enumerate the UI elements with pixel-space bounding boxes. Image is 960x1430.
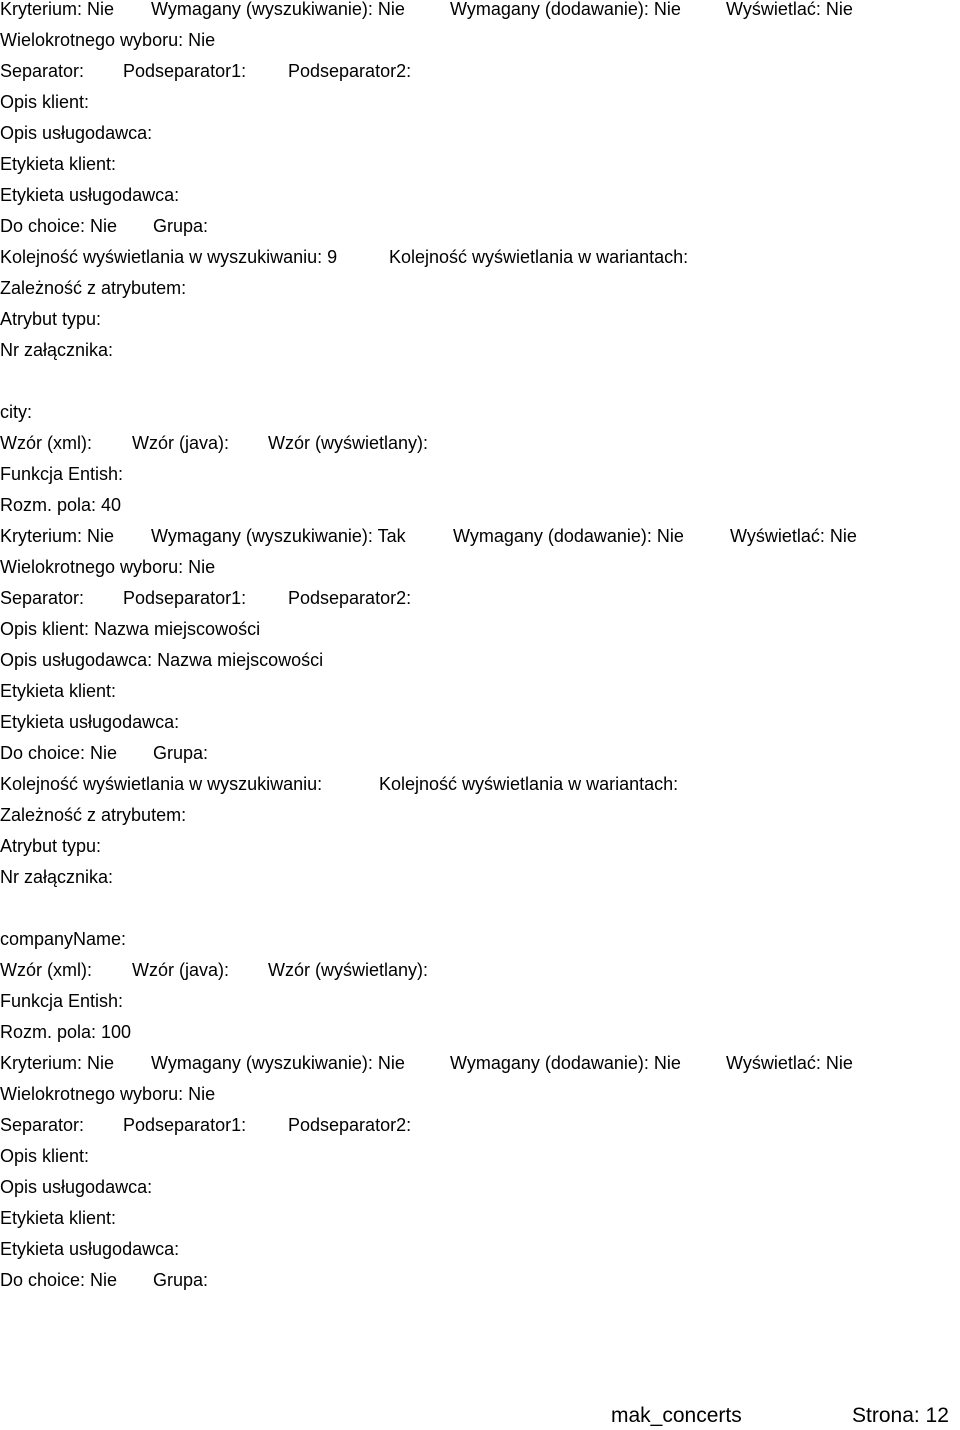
field-text: Podseparator1: <box>123 61 247 81</box>
field-text: Kolejność wyświetlania w wyszukiwaniu: 9 <box>0 247 338 267</box>
footer-project-name: mak_concerts <box>611 1404 742 1427</box>
field-text: Etykieta usługodawca: <box>0 185 180 205</box>
field-text: Podseparator1: <box>123 1115 247 1135</box>
field-text: Wzór (xml): <box>0 960 92 980</box>
field-text: Kolejność wyświetlania w wariantach: <box>379 774 679 794</box>
field-text: Atrybut typu: <box>0 309 102 329</box>
field-text: Separator: <box>0 61 85 81</box>
field-text: Kryterium: Nie <box>0 0 115 19</box>
field-text: Wielokrotnego wyboru: Nie <box>0 30 216 50</box>
field-text: Opis klient: <box>0 1146 90 1166</box>
field-text: Wzór (wyświetlany): <box>268 960 429 980</box>
section-title: city: <box>0 402 33 422</box>
field-text: Zależność z atrybutem: <box>0 278 187 298</box>
field-text: Wymagany (dodawanie): Nie <box>450 0 681 19</box>
field-text: Wymagany (wyszukiwanie): Nie <box>151 0 405 19</box>
field-text: Opis usługodawca: <box>0 1177 153 1197</box>
field-text: Wzór (java): <box>132 960 230 980</box>
field-text: Zależność z atrybutem: <box>0 805 187 825</box>
field-text: Nr załącznika: <box>0 867 114 887</box>
field-text: Wymagany (wyszukiwanie): Nie <box>151 1053 405 1073</box>
field-text: Opis usługodawca: <box>0 123 153 143</box>
field-text: Kryterium: Nie <box>0 526 115 546</box>
field-text: Separator: <box>0 588 85 608</box>
field-text: Opis klient: Nazwa miejscowości <box>0 619 261 639</box>
field-text: Podseparator2: <box>288 1115 412 1135</box>
field-text: Atrybut typu: <box>0 836 102 856</box>
field-text: Rozm. pola: 100 <box>0 1022 132 1042</box>
field-text: Do choice: Nie <box>0 216 118 236</box>
field-text: Wielokrotnego wyboru: Nie <box>0 557 216 577</box>
field-text: Rozm. pola: 40 <box>0 495 122 515</box>
field-text: Wyświetlać: Nie <box>726 0 853 19</box>
field-text: Opis usługodawca: Nazwa miejscowości <box>0 650 324 670</box>
field-text: Opis klient: <box>0 92 90 112</box>
field-text: Funkcja Entish: <box>0 991 124 1011</box>
section-title: companyName: <box>0 929 127 949</box>
field-text: Etykieta usługodawca: <box>0 1239 180 1259</box>
field-text: Podseparator2: <box>288 588 412 608</box>
field-text: Podseparator2: <box>288 61 412 81</box>
footer-page-number: Strona: 12 <box>852 1404 949 1427</box>
field-text: Wymagany (dodawanie): Nie <box>453 526 684 546</box>
field-text: Do choice: Nie <box>0 1270 118 1290</box>
field-text: Etykieta klient: <box>0 154 117 174</box>
field-text: Wzór (xml): <box>0 433 92 453</box>
field-text: Podseparator1: <box>123 588 247 608</box>
field-text: Kryterium: Nie <box>0 1053 115 1073</box>
field-text: Etykieta klient: <box>0 681 117 701</box>
field-text: Wymagany (wyszukiwanie): Tak <box>151 526 406 546</box>
field-text: Grupa: <box>153 216 209 236</box>
field-text: Grupa: <box>153 743 209 763</box>
field-text: Etykieta usługodawca: <box>0 712 180 732</box>
field-text: Wielokrotnego wyboru: Nie <box>0 1084 216 1104</box>
field-text: Nr załącznika: <box>0 340 114 360</box>
field-text: Do choice: Nie <box>0 743 118 763</box>
field-text: Wzór (java): <box>132 433 230 453</box>
field-text: Kolejność wyświetlania w wariantach: <box>389 247 689 267</box>
field-text: Wyświetlać: Nie <box>730 526 857 546</box>
field-text: Separator: <box>0 1115 85 1135</box>
field-text: Wymagany (dodawanie): Nie <box>450 1053 681 1073</box>
field-text: Grupa: <box>153 1270 209 1290</box>
field-text: Wyświetlać: Nie <box>726 1053 853 1073</box>
field-text: Funkcja Entish: <box>0 464 124 484</box>
field-text: Kolejność wyświetlania w wyszukiwaniu: <box>0 774 323 794</box>
field-text: Etykieta klient: <box>0 1208 117 1228</box>
field-text: Wzór (wyświetlany): <box>268 433 429 453</box>
